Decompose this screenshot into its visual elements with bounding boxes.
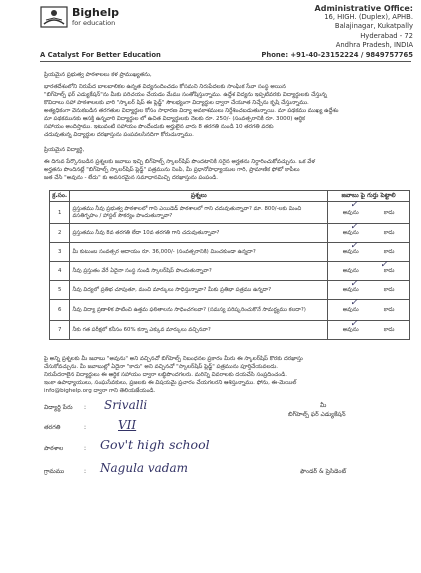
label-village: గ్రామము <box>44 468 65 475</box>
answer-cell[interactable] <box>328 224 410 243</box>
option-no[interactable]: కాదు <box>383 249 395 255</box>
question-text: నీకు గత పరీక్షలో కనీసం 60% కన్నా ఎక్కువ మార్కులు వచ్చినవా? <box>70 321 328 340</box>
answer-cell[interactable] <box>328 262 410 281</box>
option-yes[interactable]: అవును <box>342 307 359 313</box>
col-question: ప్రశ్నలు <box>70 191 328 202</box>
table-row <box>50 321 410 340</box>
brand-name: Bighelp <box>72 6 119 19</box>
instructions-paragraph: ఈ దిగువ పేర్కొనబడిన ప్రశ్నలకు జవాబు ఇచ్చి బిగ్‌హెల్ప్ స్కాలర్‌షిప్ పొందటానికి సరైన అర్హతను నిర్ధారించుకోవచ్చును. ఒక వేళ అర్హతను పొందినట్లే "బిగ్‌హెల్ప్ స్కాలర్‌షిప్ ప్లెడ్జ్" పత్రమును నింపి, మీ ప్రధానోపాధ్యాయుల గారి, ప్రామాణిక ఫోటో కాపీలు జత చేసి "అవును - లేదు" కు అవసరమైన సమాధానమిచ్చి దరఖాస్తును పంపండి. <box>44 159 315 181</box>
option-yes[interactable]: అవును <box>342 327 359 333</box>
answer-cell[interactable] <box>328 321 410 340</box>
table-row <box>50 243 410 262</box>
label-student-name: విద్యార్థి పేరు <box>44 404 73 411</box>
table-row <box>50 300 410 321</box>
office-line: 16, HIGH. (Duplex), APHB. <box>324 13 413 22</box>
class-field[interactable]: VII <box>118 418 137 432</box>
colon: : <box>84 404 87 411</box>
question-text: నీవు విద్యలో ప్రతిభ చూపుతూ, మంచి మార్కులు సాధిస్తున్నావా? మీకు ప్రతిభా పత్రము ఉన్నదా? <box>70 281 328 300</box>
answer-cell[interactable] <box>328 300 410 321</box>
option-yes[interactable]: అవును <box>342 249 359 255</box>
checkmark-icon: ✓ <box>350 298 358 308</box>
checkmark-icon: ✓ <box>350 319 358 329</box>
closing-paragraph: పై అన్ని ప్రశ్నలకు మీ జవాబు "అవును" అని వచ్చినచో బిగ్‌హెల్ప్ నిబంధనల ప్రకారం మీరు ఈ స్కాలర్‌షిప్ కొరకు దరఖాస్తు చేసుకోవచ్చును. మీ జవాబుల్లో ఏదైనా "కాదు" అని వచ్చినచో "స్కాలర్‌షిప్ ప్లెడ్జ్" పత్రమును పూర్తిచేయవలదు. నిరుపేదరాలైన విద్యార్థులు ఈ ఆర్థిక సహాయం ద్వారా లబ్ధిపొందగలరు. మరిన్ని వివరాలకు దయచేసి సంప్రదించండి. ఇంకా ఉపాధ్యాయులు, సంఘసేవకులు, ప్రజలకు ఈ విషయమై ప్రచారం చేయగలరని ఆశిస్తున్నాము. ఫోను, ఈ-మెయిల్ info@bighelp.org ద్వారా గాని తెలియజేయండి. <box>44 356 303 394</box>
question-text: ప్రస్తుతము నీవు 8వ తరగతి లేదా 10వ తరగతి గాని చదువుతున్నావా? <box>70 224 328 243</box>
option-no[interactable]: కాదు <box>383 287 395 293</box>
row-number: 4 <box>50 262 70 281</box>
checkmark-icon: ✓ <box>350 222 358 232</box>
option-no[interactable]: కాదు <box>383 230 395 236</box>
office-line: Hyderabad - 72 <box>360 31 413 40</box>
option-no[interactable]: కాదు <box>383 327 395 333</box>
label-school: పాఠశాల <box>44 445 64 452</box>
answer-cell[interactable] <box>328 202 410 224</box>
colon: : <box>84 424 87 431</box>
colon: : <box>84 445 87 452</box>
option-yes[interactable]: అవును <box>342 230 359 236</box>
question-text: నీవు విద్యా ప్రణాళిక పాటించి ఉత్తమ ఫలితాలను సాధించగలవా? (సమస్య పరిష్కరించుకొనే సామర్థ్యము కలదా?) <box>70 300 328 321</box>
sign-yours: మీ <box>320 402 327 409</box>
table-row <box>50 281 410 300</box>
office-line: Balajinagar, Kukatpally <box>334 22 413 31</box>
colon: : <box>84 468 87 475</box>
school-field[interactable]: Gov't high school <box>100 437 210 452</box>
col-serial: క్ర.సం. <box>50 191 70 202</box>
header-divider <box>40 61 411 62</box>
office-line: Andhra Pradesh, INDIA <box>335 40 413 49</box>
option-no[interactable]: కాదు <box>383 209 395 216</box>
bighelp-logo-icon <box>40 6 68 28</box>
row-number: 7 <box>50 321 70 340</box>
answer-cell[interactable] <box>328 281 410 300</box>
question-text: ప్రస్తుతము నీవు ప్రభుత్వ పాఠశాలలో గాని ఎయిడెడ్ పాఠశాలలో గాని చదువుతున్నావా? మా. 800/-లకు మించి వసతిగృహం / హాస్టల్ సౌకర్యం పొందుతున్నావా? <box>70 202 328 224</box>
checkmark-icon: ✓ <box>350 279 358 289</box>
col-answer: జవాబు పై గుర్తు పెట్టాలి <box>328 191 410 202</box>
student-name-field[interactable]: Srivalli <box>104 398 148 412</box>
sign-org: బిగ్‌హెల్ప్ ఫర్ ఎడ్యుకేషన్ <box>288 411 346 418</box>
village-field[interactable]: Nagula vadam <box>100 461 189 475</box>
question-text: మీ కుటుంబ సంవత్సర ఆదాయం రూ. 36,000/- (సంవత్సరానికి) మించకుండా ఉన్నదా? <box>70 243 328 262</box>
checkmark-icon: ✓ <box>380 260 388 270</box>
table-row <box>50 202 410 224</box>
checkmark-icon: ✓ <box>350 200 358 210</box>
question-text: నీవు ప్రస్తుతం వేరే ఏదైనా సంస్థ నుండి స్కాలర్‌షిప్ పొందుతున్నావా? <box>70 262 328 281</box>
option-yes[interactable]: అవును <box>342 209 359 216</box>
option-no[interactable]: కాదు <box>383 307 395 313</box>
row-number: 5 <box>50 281 70 300</box>
option-yes[interactable]: అవును <box>342 268 359 274</box>
row-number: 3 <box>50 243 70 262</box>
option-yes[interactable]: అవును <box>342 287 359 293</box>
row-number: 2 <box>50 224 70 243</box>
office-address <box>243 4 413 59</box>
brand-subtitle: for education <box>72 19 116 27</box>
option-no[interactable]: కాదు <box>383 268 395 274</box>
salutation-student: ప్రియమైన విద్యార్థి, <box>44 147 85 153</box>
intro-paragraph: భారతదేశంలోని నిరుపేద బాలబాలికల ఉన్నత విద్యనందించడం కోసమని నిరుపేదలకు సాంఘిక సేవా సంస్థ అయిన "బిగ్‌హెల్ప్ ఫర్ ఎడ్యుకేషన్"ను మీకు పరిచయం చేయడం మేము సంతోషిస్తున్నాము. ఉద్దేశ విద్యను ఇప్పటివరకు విద్యార్థులకు చేస్తున్న కొవిదాలు సహా పాఠశాలలకు వారి "స్కాలర్ షిప్ ఈ ప్లెడ్జ్" సౌలభ్యంగా విద్యార్థుల ద్వారా చేయూత నిచ్చేను కృషి చేస్తున్నాము. అత్యధికంగా వెనుకబడిన తరగతుల విద్యార్థుల కోసం సాధారణ విద్యా అవకాశములు నిర్దేశించబడుతున్నాయి. మా పథకము ముఖ్య ఉద్దేశం మా పథకమునకు ఆసక్తి ఉన్నవారి విద్యార్థుల లో ఉచిత విద్యార్థులకు నెలకు రూ. 250/- (సంవత్సరానికి రూ. 3000) ఆర్థిక సహాయం అందిస్తాము. ఇటువంటి సహాయం పొందేందుకు అర్హులైన వారు 8 తరగతి నుండి 10 తరగతి వరకు చదువుతున్న విద్యార్థుల దరఖాస్తును పంపవలసినదిగా కోరుచున్నాము. <box>44 84 339 138</box>
checkmark-icon: ✓ <box>350 241 358 251</box>
row-number: 6 <box>50 300 70 321</box>
office-title: Administrative Office: <box>314 4 413 13</box>
answer-cell[interactable] <box>328 243 410 262</box>
eligibility-table <box>49 190 410 340</box>
salutation: ప్రియమైన ప్రభుత్వ పాఠశాలలు కళ ప్రాముఖ్యతను, <box>44 72 152 78</box>
row-number: 1 <box>50 202 70 224</box>
sign-founder: ఫౌండర్ & ప్రెసిడెంట్ <box>300 468 347 475</box>
label-class: తరగతి <box>44 424 61 431</box>
table-row <box>50 224 410 243</box>
table-row <box>50 262 410 281</box>
tagline: A Catalyst For Better Education <box>40 51 161 59</box>
office-phone: Phone: +91-40-23152224 / 9849757765 <box>261 51 413 59</box>
